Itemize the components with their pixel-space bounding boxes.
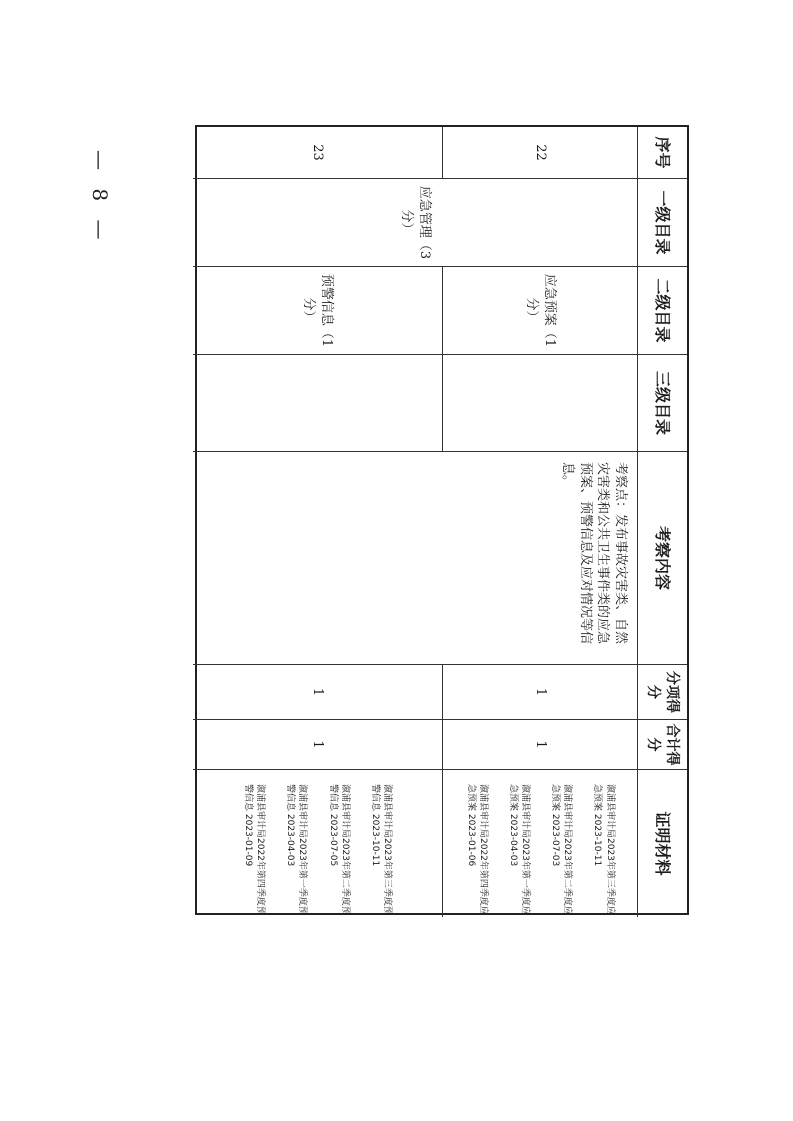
header-evidence: 证明材料 [637, 770, 687, 917]
header-level2: 二级目录 [637, 267, 687, 355]
row23-item-score: 1 [193, 665, 442, 720]
header-level3: 三级目录 [637, 355, 687, 452]
header-content: 考察内容 [637, 452, 687, 665]
content-merged: 考察点：发布事故灾害类、自然灾害类和公共卫生事件类的应急预案、预警信息及应对情况等信息。 [193, 452, 637, 665]
row22-item-score: 1 [442, 665, 637, 720]
header-total-score: 合计得分 [637, 720, 687, 770]
header-item-score: 分项得分 [637, 665, 687, 720]
page-number: — 8 — [88, 150, 112, 246]
evaluation-table [195, 125, 689, 915]
row23-evidence [193, 770, 442, 917]
row22-level2: 应急预案（1分） [442, 267, 637, 355]
row22-evidence [442, 770, 637, 917]
row23-level3 [193, 355, 442, 452]
evidence-item: 溆浦县审计局2023年第一季度应急预案 2023-04-03 [507, 784, 530, 915]
evidence-item: 溆浦县审计局2023年第二季度预警信息 2023-07-05 [327, 784, 350, 915]
row23-no: 23 [193, 127, 442, 179]
header-no: 序号 [637, 127, 687, 179]
row22-total-score: 1 [442, 720, 637, 770]
evidence-item: 溆浦县审计局2023年第一季度预警信息 2023-04-03 [285, 784, 308, 915]
row22-level3 [442, 355, 637, 452]
evidence-item: 溆浦县审计局2023年第二季度应急预案 2023-07-03 [550, 784, 573, 915]
evidence-item: 溆浦县审计局2023年第三季度应急预案 2023-10-11 [592, 784, 615, 915]
evidence-item: 溆浦县审计局2023年第三季度预警信息 2023-10-11 [369, 784, 393, 915]
evidence-item: 溆浦县审计局2022年第四季度预警信息 2023-01-09 [243, 784, 266, 915]
level1-merged: 应急管理（3分） [193, 179, 637, 267]
row23-total-score: 1 [193, 720, 442, 770]
header-level1: 一级目录 [637, 179, 687, 267]
row22-no: 22 [442, 127, 637, 179]
row23-level2: 预警信息（1分） [193, 267, 442, 355]
evidence-item: 溆浦县审计局2022年第四季度应急预案 2023-01-06 [465, 784, 488, 915]
